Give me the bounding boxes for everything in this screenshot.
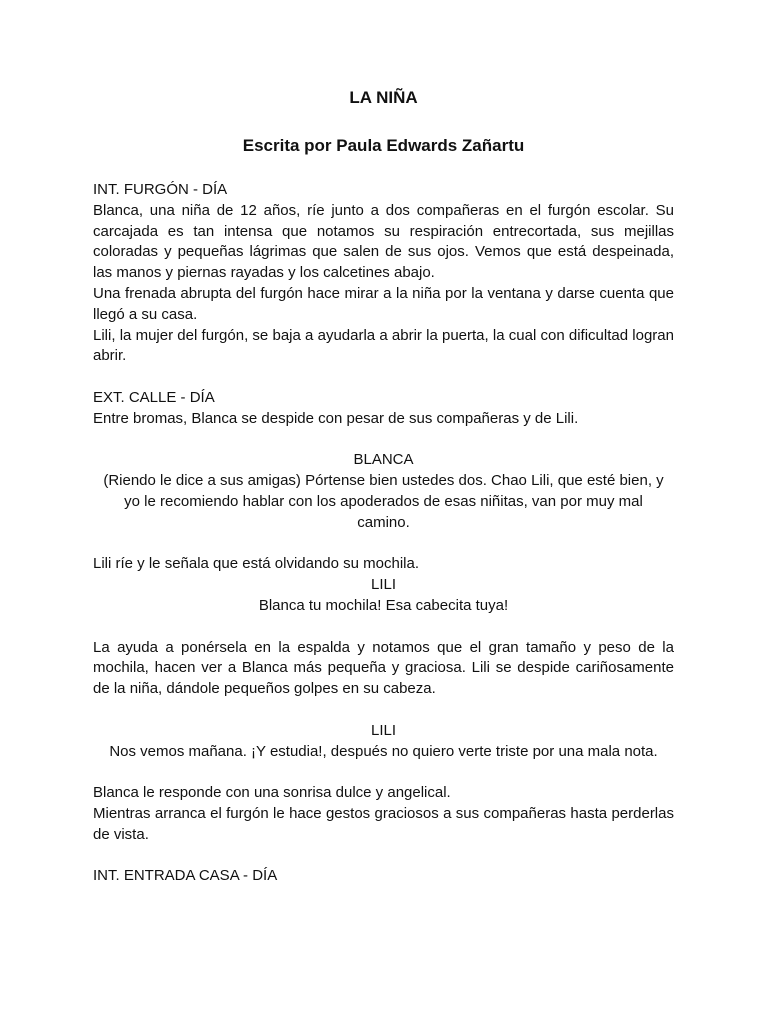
spacer bbox=[93, 700, 674, 721]
action-paragraph: Mientras arranca el furgón le hace gestos graciosos a sus compañeras hasta perderlas de vista. bbox=[93, 804, 674, 843]
action-paragraph: Blanca, una niña de 12 años, ríe junto a dos compañeras en el furgón escolar. Su carcajada es tan intensa que notamos su respiración entrecortada, sus mejillas coloradas y pequeñas lágrimas que salen de sus ojos. Vemos que está despeinada, las manos y piernas rayadas y los calcetines abajo. bbox=[93, 201, 674, 282]
scene-heading-1: INT. FURGÓN - DÍA bbox=[93, 181, 228, 198]
character-name: LILI bbox=[370, 721, 397, 739]
dialogue-text: Blanca tu mochila! Esa cabecita tuya! bbox=[258, 596, 509, 614]
action-paragraph: La ayuda a ponérsela en la espalda y notamos que el gran tamaño y peso de la mochila, hacen ver a Blanca más pequeña y graciosa. Lili se despide cariñosamente de la niña, dándole pequeños golpes en su cabeza. bbox=[93, 638, 674, 698]
scene-heading-3: INT. ENTRADA CASA - DÍA bbox=[93, 867, 278, 885]
script-body bbox=[93, 180, 674, 887]
action-paragraph: Entre bromas, Blanca se despide con pesar de sus compañeras y de Lili. bbox=[93, 409, 579, 427]
spacer bbox=[93, 534, 674, 555]
action-paragraph: Una frenada abrupta del furgón hace mirar a la niña por la ventana y darse cuenta que llegó a su casa. bbox=[93, 284, 674, 323]
dialogue-text: Nos vemos mañana. ¡Y estudia!, después no quiero verte triste por una mala nota. bbox=[109, 742, 658, 760]
spacer bbox=[93, 762, 674, 783]
spacer bbox=[93, 430, 674, 451]
document-title: LA NIÑA bbox=[349, 88, 418, 107]
character-name: BLANCA bbox=[353, 451, 414, 469]
character-name: LILI bbox=[370, 576, 397, 594]
action-paragraph: Blanca le responde con una sonrisa dulce y angelical. bbox=[93, 784, 451, 802]
action-paragraph: Lili, la mujer del furgón, se baja a ayudarla a abrir la puerta, la cual con dificultad logran abrir. bbox=[93, 326, 674, 365]
author-credit: Escrita por Paula Edwards Zañartu bbox=[242, 136, 525, 155]
action-paragraph: Lili ríe y le señala que está olvidando su mochila. bbox=[93, 555, 420, 573]
spacer bbox=[93, 846, 674, 867]
spacer bbox=[93, 367, 674, 388]
script-page bbox=[93, 0, 674, 1024]
scene-heading-2: EXT. CALLE - DÍA bbox=[93, 388, 215, 406]
spacer bbox=[93, 617, 674, 638]
dialogue-text: (Riendo le dice a sus amigas) Pórtense bien ustedes dos. Chao Lili, que esté bien, y yo le recomiendo hablar con los apoderados de esas niñitas, van por muy mal camino. bbox=[103, 472, 664, 531]
